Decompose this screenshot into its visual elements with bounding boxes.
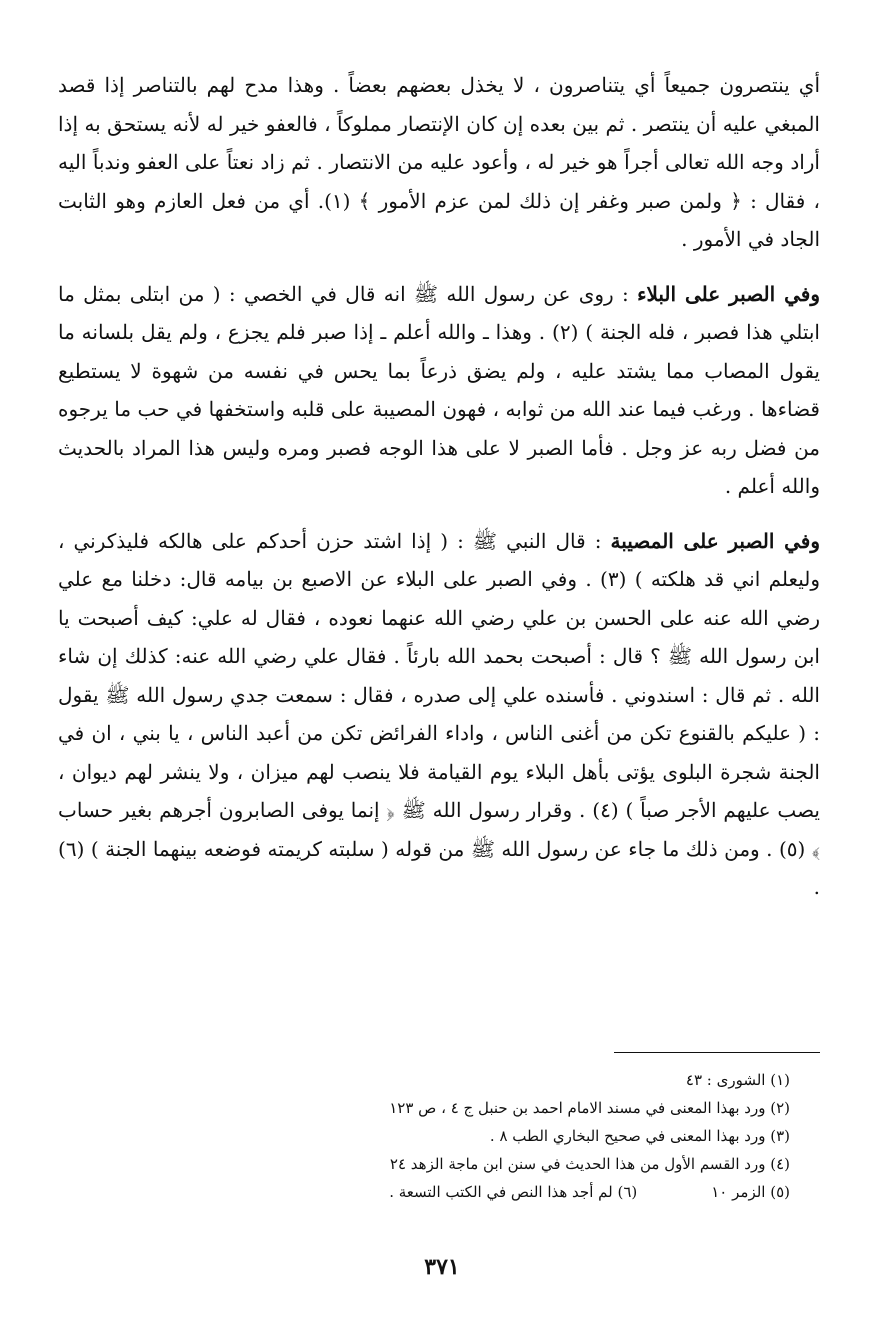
paragraph-patience-calamity — [58, 522, 820, 907]
paragraph-lead: وفي الصبر على البلاء — [637, 281, 820, 306]
footnote — [140, 1150, 790, 1178]
footnote-1: (١) الشورى : ٤٣ — [685, 1071, 790, 1089]
footnote — [140, 1122, 790, 1150]
paragraph-intro — [58, 66, 820, 259]
footnote-3: (٣) ورد بهذا المعنى في صحيح البخاري الطب ٨ . — [489, 1127, 790, 1145]
page-number: ٣٧١ — [424, 1254, 460, 1280]
paragraph-text: أي ينتصرون جميعاً أي يتناصرون ، لا يخذل بعضهم بعضاً . وهذا مدح لهم بالتناصر إذا قصد المبغي عليه أن ينتصر . ثم بين بعده إن كان الإنتصار مملوكاً ، فالعفو خير له لأنه يستحق به إذا أراد وجه الله تعالى أجراً هو خير له ، وأعود عليه من الانتصار . ثم زاد نعتاً على العفو وندباً اليه ، فقال : ﴿ ولمن صبر وغفر إن ذلك لمن عزم الأمور ﴾ (١). أي من فعل العازم وهو الثابت الجاد في الأمور . — [58, 73, 820, 251]
footnotes — [140, 1066, 790, 1206]
paragraph-lead: وفي الصبر على المصيبة — [610, 528, 820, 553]
footnote-divider — [614, 1052, 820, 1053]
paragraph-text: : روى عن رسول الله ﷺ انه قال في الخصي : ( من ابتلى بمثل ما ابتلي هذا فصبر ، فله الجنة ) (٢) . وهذا ـ والله أعلم ـ إذا صبر فلم يجزع ، ولم يقل بلسانه ما يقول المصاب مما يشتد عليه ، ولم يضق ذرعاً بما يحس في نفسه من شهوة لا يستطيع قضاءها . ورغب فيما عند الله من ثوابه ، فهون المصيبة على قلبه واستخفها في حب ما يرجوه من فضل ربه عز وجل . فأما الصبر لا على هذا الوجه فصبر ومره وليس هذا المراد بالحديث والله أعلم . — [58, 281, 820, 498]
footnote-4: (٤) ورد القسم الأول من هذا الحديث في سنن ابن ماجة الزهد ٢٤ — [389, 1155, 790, 1173]
footnote — [140, 1066, 790, 1094]
paragraph-patience-affliction — [58, 275, 820, 506]
footnote-5: (٥) الزمر ١٠ — [711, 1183, 790, 1201]
paragraph-text: : قال النبي ﷺ : ( إذا اشتد حزن أحدكم على هالكه فليذكرني ، وليعلم اني قد هلكته ) (٣) . وفي الصبر على البلاء عن الاصبع بن بيامه قال: دخلنا مع علي رضي الله عنه على الحسن بن علي رضي الله عنهما نعوده ، فقال له علي: كيف أصبحت يا ابن رسول الله ﷺ ؟ قال : أصبحت بحمد الله بارئاً . فقال علي رضي الله عنه: كذلك إن شاء الله . ثم قال : اسندوني . فأسنده علي إلى صدره ، فقال : سمعت جدي رسول الله ﷺ يقول : ( عليكم بالقنوع تكن من أغنى الناس ، واداء الفرائض تكن من أعبد الناس ، يا بني ، ان في الجنة شجرة البلوى يؤتى بأهل البلاء يوم القيامة فلا ينصب لهم ميزان ، ولا ينشر لهم ديوان ، يصب عليهم الأجر صباً ) (٤) . وقرار رسول الله ﷺ ﴿ إنما يوفى الصابرون أجرهم بغير حساب ﴾ (٥) . ومن ذلك ما جاء عن رسول الله ﷺ من قوله ( سلبته كريمته فوضعه بينهما الجنة ) (٦) . — [58, 528, 820, 899]
footnote — [140, 1178, 790, 1206]
footnote-6: (٦) لم أجد هذا النص في الكتب التسعة . — [389, 1183, 638, 1201]
footnote — [140, 1094, 790, 1122]
page-body — [58, 66, 820, 907]
footnote-2: (٢) ورد بهذا المعنى في مسند الامام احمد بن حنبل ج ٤ ، ص ١٢٣ — [389, 1099, 790, 1117]
